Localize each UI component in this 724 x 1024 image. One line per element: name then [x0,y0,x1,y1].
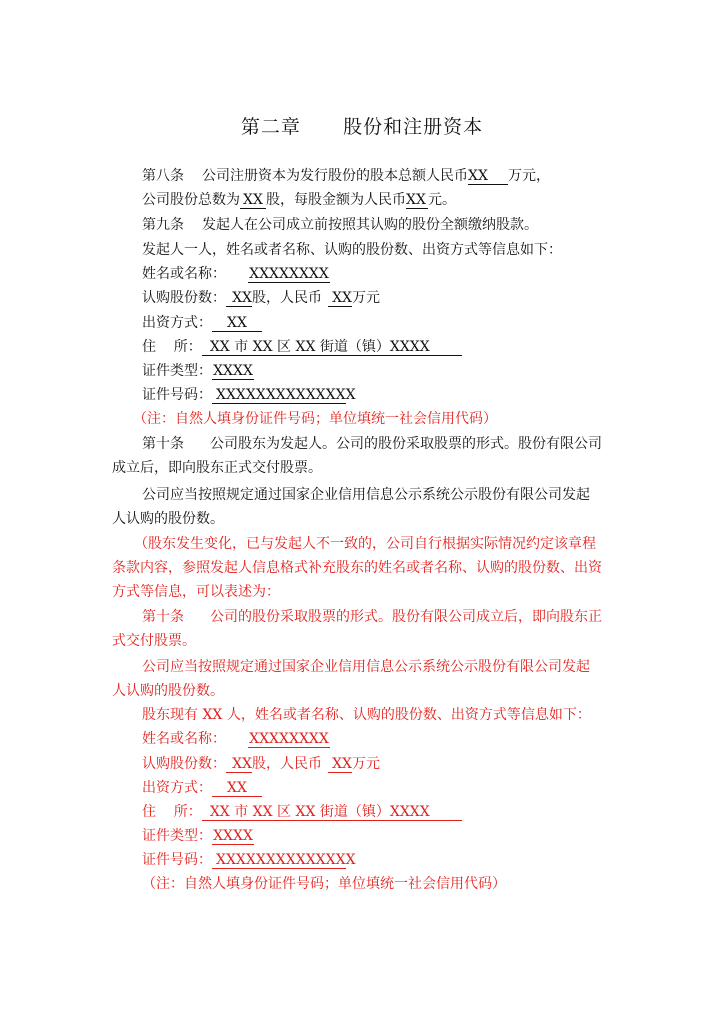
article-8-label: 第八条 [142,168,184,184]
money-unit-2: 万元 [352,756,380,772]
id-type-value-2: XXXX [213,828,253,844]
shares-value: XX [226,290,252,307]
method-value-2: XX [212,780,262,797]
par-value-unit: 元。 [428,192,456,208]
name-label-2: 姓名或名称： [142,731,226,747]
change-note-line-1: （股东发生变化，已与发起人不一致的，公司自行根据实际情况约定该章程 [134,536,596,552]
par-value-value: XX [406,192,428,209]
article-10-p2-line-2: 人认购的股份数。 [112,511,224,527]
address-value-2: XX 市 XX 区 XX 街道（镇）XXXX [202,804,462,821]
alt-article-10-p2-line-1: 公司应当按照规定通过国家企业信用信息公示系统公示股份有限公司发起 [142,659,590,675]
shareholder-method-row [142,779,262,797]
shareholder-name-row [142,730,330,748]
founder-method-row [142,314,262,332]
article-9-text: 发起人在公司成立前按照其认购的股份全额缴纳股款。 [202,217,538,233]
name-value-2: XXXXXXXX [249,731,329,747]
id-type-label-2: 证件类型： [142,828,212,844]
shareholder-id-note: （注：自然人填身份证件号码；单位填统一社会信用代码） [142,876,506,892]
method-label-2: 出资方式： [142,780,212,796]
address-label: 住 所： [142,339,202,355]
registered-capital-value: XX [468,168,508,185]
shareholder-shares-row [142,755,380,773]
change-note-line-2: 条款内容，参照发起人信息格式补充股东的姓名或者名称、认购的股份数、出资 [112,560,602,576]
article-10-p2-line-1: 公司应当按照规定通过国家企业信用信息公示系统公示股份有限公司发起 [142,487,590,503]
founder-name-row [142,265,330,283]
founder-shares-row [142,289,380,307]
founder-id-note: （注：自然人填身份证件号码；单位填统一社会信用代码） [133,411,497,427]
name-label: 姓名或名称： [142,266,226,282]
shares-mid-2: 股，人民币 [252,756,322,772]
alt-article-10-line-2: 式交付股票。 [112,633,196,649]
chapter-title: 第二章 股份和注册资本 [240,116,484,138]
name-value: XXXXXXXX [249,266,329,282]
total-shares-value: XX [240,192,266,209]
alt-article-10-line-1 [142,608,602,626]
article-9-label: 第九条 [142,217,184,233]
shares-label: 认购股份数： [142,290,226,306]
address-label-2: 住 所： [142,804,202,820]
article-8-line-1 [142,167,550,185]
id-type-label: 证件类型： [142,363,212,379]
id-type-value: XXXX [213,363,253,379]
id-number-value: XXXXXXXXXXXXXX [212,387,346,404]
shares-mid: 股，人民币 [252,290,322,306]
article-10-line-2: 成立后，即向股东正式交付股票。 [112,460,322,476]
article-9-intro: 发起人一人，姓名或者名称、认购的股份数、出资方式等信息如下： [142,242,562,258]
money-value: XX [328,290,352,307]
article-10-line-1 [142,435,602,453]
shareholders-intro: 股东现有 XX 人，姓名或者名称、认购的股份数、出资方式等信息如下： [142,707,591,723]
alt-article-10-label: 第十条 [142,609,184,625]
id-number-label: 证件号码： [142,387,212,403]
id-number-value-2: XXXXXXXXXXXXXX [212,852,346,869]
founder-idtype-row [142,362,254,380]
article-8-unit: 万元， [508,168,550,184]
founder-address-row [142,338,462,356]
article-9-line-1 [142,216,538,234]
total-shares-label: 公司股份总数为 [142,192,240,208]
article-10-text: 公司股东为发起人。公司的股份采取股票的形式。股份有限公司 [210,436,602,452]
founder-idno-row [142,386,356,404]
method-value: XX [212,315,262,332]
article-8-line-2 [142,191,456,209]
article-8-text: 公司注册资本为发行股份的股本总额人民币 [202,168,468,184]
shares-value-2: XX [226,756,252,773]
address-value: XX 市 XX 区 XX 街道（镇）XXXX [202,339,462,356]
change-note-line-3: 方式等信息，可以表述为： [112,584,280,600]
par-value-label: 股，每股金额为人民币 [266,192,406,208]
article-10-label: 第十条 [142,436,184,452]
money-unit: 万元 [352,290,380,306]
alt-article-10-p2-line-2: 人认购的股份数。 [112,683,224,699]
id-number-label-2: 证件号码： [142,852,212,868]
shareholder-idtype-row [142,827,254,845]
money-value-2: XX [328,756,352,773]
shareholder-address-row [142,803,462,821]
shares-label-2: 认购股份数： [142,756,226,772]
alt-article-10-text: 公司的股份采取股票的形式。股份有限公司成立后，即向股东正 [210,609,602,625]
method-label: 出资方式： [142,315,212,331]
shareholder-idno-row [142,851,356,869]
